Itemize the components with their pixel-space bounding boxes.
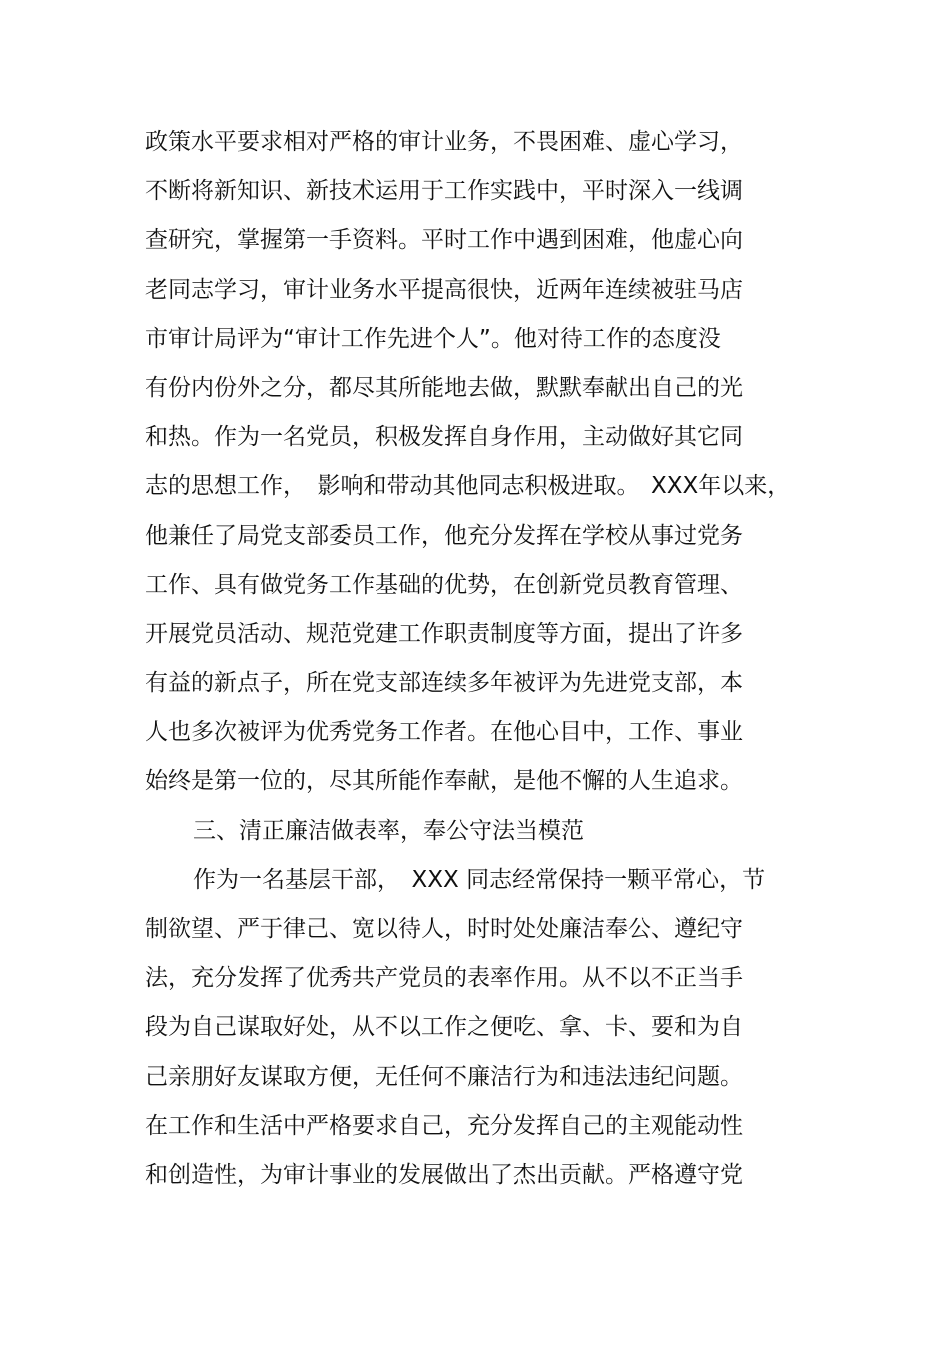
text-line: 政策水平要求相对严格的审计业务，不畏困难、虚心学习， (145, 129, 743, 155)
text-line: 他兼任了局党支部委员工作，他充分发挥在学校从事过党务 (145, 522, 743, 549)
text-line: 和热。作为一名党员，积极发挥自身作用，主动做好其它同 (145, 424, 743, 451)
section-heading: 三、清正廉洁做表率，奉公守法当模范 (193, 817, 584, 844)
text-line: 段为自己谋取好处，从不以工作之便吃、拿、卡、要和为自 (145, 1014, 743, 1041)
text-line: 作为一名基层干部， XXX 同志经常保持一颗平常心，节 (193, 866, 766, 893)
text-line: 有益的新点子，所在党支部连续多年被评为先进党支部，本 (145, 670, 743, 697)
text-line: 老同志学习，审计业务水平提高很快，近两年连续被驻马店 (145, 276, 743, 303)
text-line: 不断将新知识、新技术运用于工作实践中，平时深入一线调 (145, 178, 743, 205)
text-line: 人也多次被评为优秀党务工作者。在他心目中，工作、事业 (145, 719, 743, 746)
text-line: 有份内份外之分，都尽其所能地去做，默默奉献出自己的光 (145, 374, 743, 401)
text-line: 己亲朋好友谋取方便，无任何不廉洁行为和违法违纪问题。 (145, 1063, 743, 1090)
text-line: 在工作和生活中严格要求自己，充分发挥自己的主观能动性 (145, 1112, 743, 1139)
text-line: 市审计局评为“审计工作先进个人”。他对待工作的态度没 (145, 325, 721, 352)
text-line: 法，充分发挥了优秀共产党员的表率作用。从不以不正当手 (145, 965, 743, 992)
text-line: 工作、具有做党务工作基础的优势，在创新党员教育管理、 (145, 571, 743, 598)
text-line: 开展党员活动、规范党建工作职责制度等方面，提出了许多 (145, 620, 743, 647)
text-line: 志的思想工作， 影响和带动其他同志积极进取。 XXX年以来， (145, 473, 791, 500)
text-line: 和创造性，为审计事业的发展做出了杰出贡献。严格遵守党 (145, 1161, 743, 1188)
text-line: 制欲望、严于律己、宽以待人，时时处处廉洁奉公、遵纪守 (145, 916, 743, 942)
text-line: 查研究，掌握第一手资料。平时工作中遇到困难，他虚心向 (145, 227, 743, 254)
text-line: 始终是第一位的，尽其所能作奉献，是他不懈的人生追求。 (145, 768, 743, 795)
body-text (145, 124, 825, 1206)
